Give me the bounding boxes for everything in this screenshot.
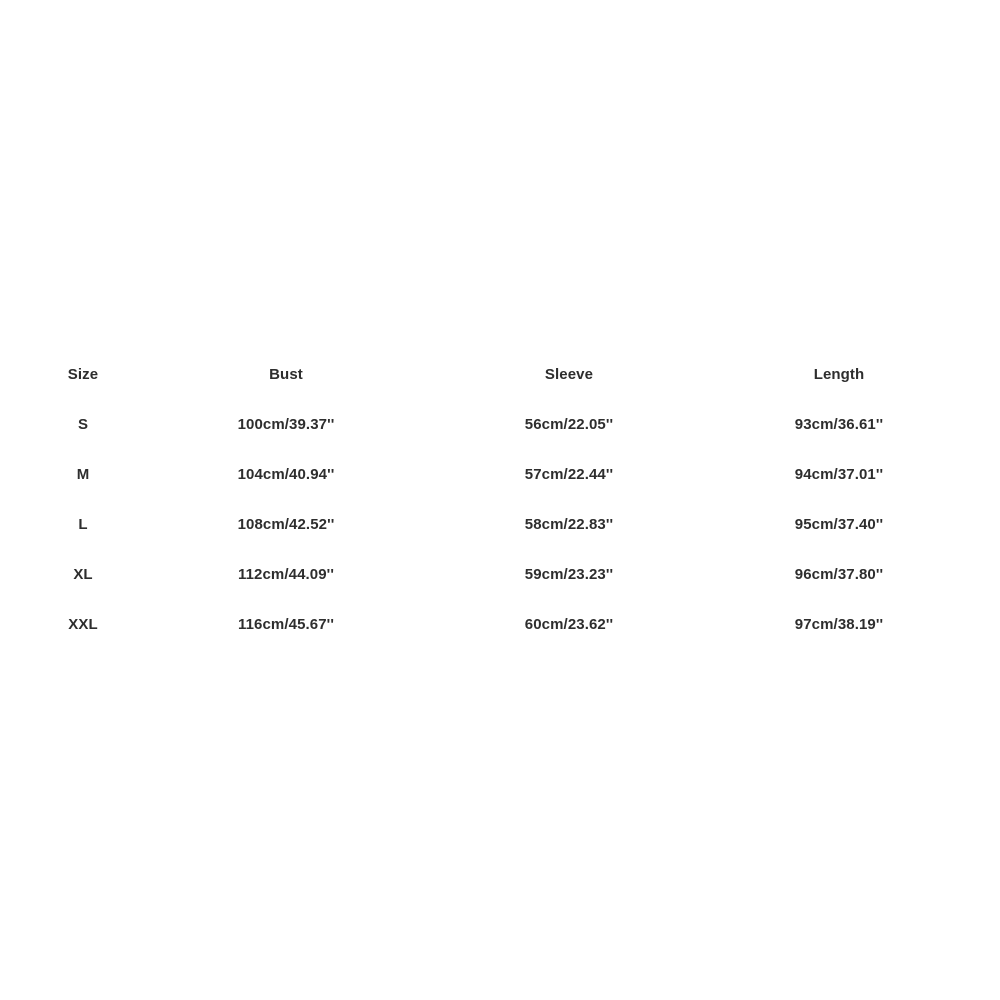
size-cell: S	[77, 415, 89, 433]
sleeve-cell: 57cm/22.44''	[524, 465, 614, 483]
size-chart-table	[0, 349, 946, 649]
bust-cell: 116cm/45.67''	[237, 615, 335, 633]
length-cell: 94cm/37.01''	[794, 465, 884, 483]
sleeve-cell: 59cm/23.23''	[524, 565, 614, 583]
sleeve-cell: 56cm/22.05''	[524, 415, 614, 433]
column-header-length: Length	[813, 365, 865, 383]
size-cell: XXL	[68, 615, 98, 633]
column-header-sleeve: Sleeve	[544, 365, 594, 383]
length-cell: 96cm/37.80''	[794, 565, 884, 583]
column-header-bust: Bust	[269, 365, 303, 383]
length-cell: 93cm/36.61''	[794, 415, 884, 433]
sleeve-cell: 58cm/22.83''	[524, 515, 614, 533]
length-cell: 97cm/38.19''	[794, 615, 884, 633]
size-cell: M	[76, 465, 90, 483]
bust-cell: 112cm/44.09''	[237, 565, 335, 583]
length-cell: 95cm/37.40''	[794, 515, 884, 533]
size-cell: L	[78, 515, 88, 533]
bust-cell: 108cm/42.52''	[237, 515, 335, 533]
bust-cell: 104cm/40.94''	[237, 465, 335, 483]
size-cell: XL	[73, 565, 93, 583]
sleeve-cell: 60cm/23.62''	[524, 615, 614, 633]
column-header-size: Size	[67, 365, 99, 383]
bust-cell: 100cm/39.37''	[237, 415, 335, 433]
